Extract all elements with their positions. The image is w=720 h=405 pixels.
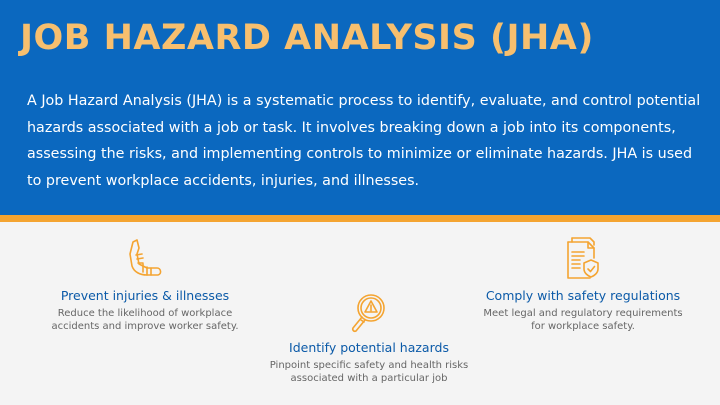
documents-shield-icon	[560, 236, 606, 282]
intro-paragraph: A Job Hazard Analysis (JHA) is a systematic process to identify, evaluate, and control potential hazards associated with a job or task. It involves breaking down a job into its components, assessing the risks, and implementing controls to minimize or eliminate hazards. JHA is used to prevent workplace accidents, injuries, and illnesses.	[27, 93, 701, 189]
feature-description: Reduce the likelihood of workplace accidents and improve worker safety.	[51, 308, 239, 332]
feature-prevent-injuries	[45, 238, 245, 333]
feature-title: Prevent injuries & illnesses	[60, 288, 230, 303]
feature-identify-hazards	[264, 290, 474, 385]
feature-description: Pinpoint specific safety and health risks associated with a particular job	[269, 360, 469, 384]
accent-stripe	[0, 215, 720, 222]
feature-title: Identify potential hazards	[289, 340, 449, 355]
feature-title: Comply with safety regulations	[485, 288, 681, 303]
bandaged-arm-icon	[125, 238, 165, 282]
feature-description: Meet legal and regulatory requirements for workplace safety.	[483, 308, 683, 332]
magnifier-warning-icon	[347, 290, 391, 334]
feature-comply-regulations	[476, 236, 690, 333]
page-title: JOB HAZARD ANALYSIS (JHA)	[20, 18, 594, 58]
